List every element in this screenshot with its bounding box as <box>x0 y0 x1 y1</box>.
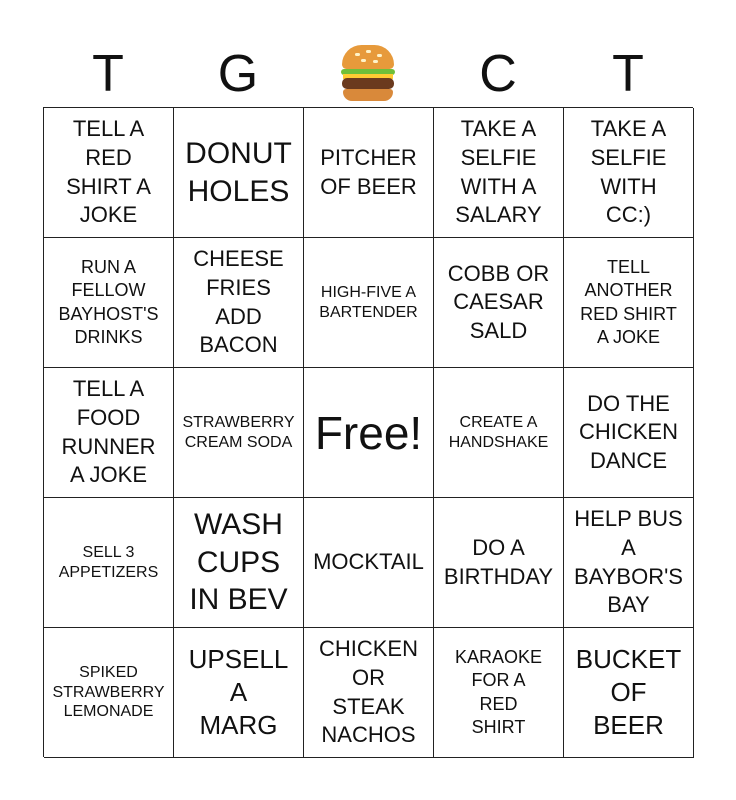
bingo-cell-r4c2[interactable] <box>174 498 304 628</box>
cell-text: PITCHER OF BEER <box>320 144 417 199</box>
bingo-cell-r1c3[interactable] <box>304 108 434 238</box>
cell-text: TAKE A SELFIE WITH A SALARY <box>455 116 542 228</box>
cell-text: STRAWBERRY CREAM SODA <box>182 413 295 451</box>
cell-text: SELL 3 APPETIZERS <box>58 543 159 581</box>
bingo-cell-r5c2[interactable] <box>174 628 304 758</box>
bingo-cell-r2c1[interactable] <box>44 238 174 368</box>
bingo-cell-r2c5[interactable] <box>564 238 694 368</box>
cell-text: DO A BIRTHDAY <box>443 534 554 589</box>
bingo-cell-r2c4[interactable] <box>434 238 564 368</box>
cell-text: SPIKED STRAWBERRY LEMONADE <box>52 664 165 721</box>
bingo-cell-r3c1[interactable] <box>44 368 174 498</box>
bingo-cell-r1c5[interactable] <box>564 108 694 238</box>
bingo-cell-r4c3[interactable] <box>304 498 434 628</box>
free-space-text: Free! <box>314 406 423 459</box>
bingo-cell-r3c4[interactable] <box>434 368 564 498</box>
header-letter-4: C <box>479 45 517 103</box>
bingo-cell-r4c1[interactable] <box>44 498 174 628</box>
bingo-cell-r3c2[interactable] <box>174 368 304 498</box>
hamburger-icon <box>341 45 395 103</box>
bingo-cell-r1c1[interactable] <box>44 108 174 238</box>
cell-text: BUCKET OF BEER <box>575 643 682 741</box>
bingo-cell-r3c5[interactable] <box>564 368 694 498</box>
header-letter-5: T <box>612 45 644 103</box>
cell-text: CHEESE FRIES ADD BACON <box>193 246 284 358</box>
cell-text: WASH CUPS IN BEV <box>189 508 288 617</box>
bingo-cell-r4c4[interactable] <box>434 498 564 628</box>
bingo-cell-r1c4[interactable] <box>434 108 564 238</box>
cell-text: TELL A FOOD RUNNER A JOKE <box>61 376 156 488</box>
header-letter-1: T <box>92 45 124 103</box>
cell-text: CREATE A HANDSHAKE <box>448 413 549 451</box>
bingo-cell-r4c5[interactable] <box>564 498 694 628</box>
bingo-cell-r5c3[interactable] <box>304 628 434 758</box>
bingo-cell-free[interactable] <box>304 368 434 498</box>
bingo-cell-r5c1[interactable] <box>44 628 174 758</box>
bingo-cell-r2c2[interactable] <box>174 238 304 368</box>
cell-text: COBB OR CAESAR SALD <box>447 260 550 343</box>
cell-text: RUN A FELLOW BAYHOST'S DRINKS <box>58 257 159 347</box>
cell-text: DO THE CHICKEN DANCE <box>578 390 678 473</box>
cell-text: TELL ANOTHER RED SHIRT A JOKE <box>580 257 677 347</box>
cell-text: TELL A RED SHIRT A JOKE <box>66 116 151 228</box>
cell-text: DONUT HOLES <box>185 137 292 208</box>
bingo-cell-r1c2[interactable] <box>174 108 304 238</box>
bingo-cell-r5c4[interactable] <box>434 628 564 758</box>
cell-text: MOCKTAIL <box>313 549 424 575</box>
bingo-header <box>43 40 693 108</box>
bingo-cell-r2c3[interactable] <box>304 238 434 368</box>
bingo-cell-r5c5[interactable] <box>564 628 694 758</box>
cell-text: CHICKEN OR STEAK NACHOS <box>318 636 418 748</box>
cell-text: TAKE A SELFIE WITH CC:) <box>590 116 667 228</box>
header-letter-2: G <box>217 45 259 103</box>
cell-text: HIGH-FIVE A BARTENDER <box>319 283 418 321</box>
cell-text: UPSELL A MARG <box>188 643 289 741</box>
bingo-grid <box>43 107 693 757</box>
cell-text: KARAOKE FOR A RED SHIRT <box>454 647 543 737</box>
cell-text: HELP BUS A BAYBOR'S BAY <box>574 506 683 618</box>
header-emoji-cell <box>303 40 433 108</box>
